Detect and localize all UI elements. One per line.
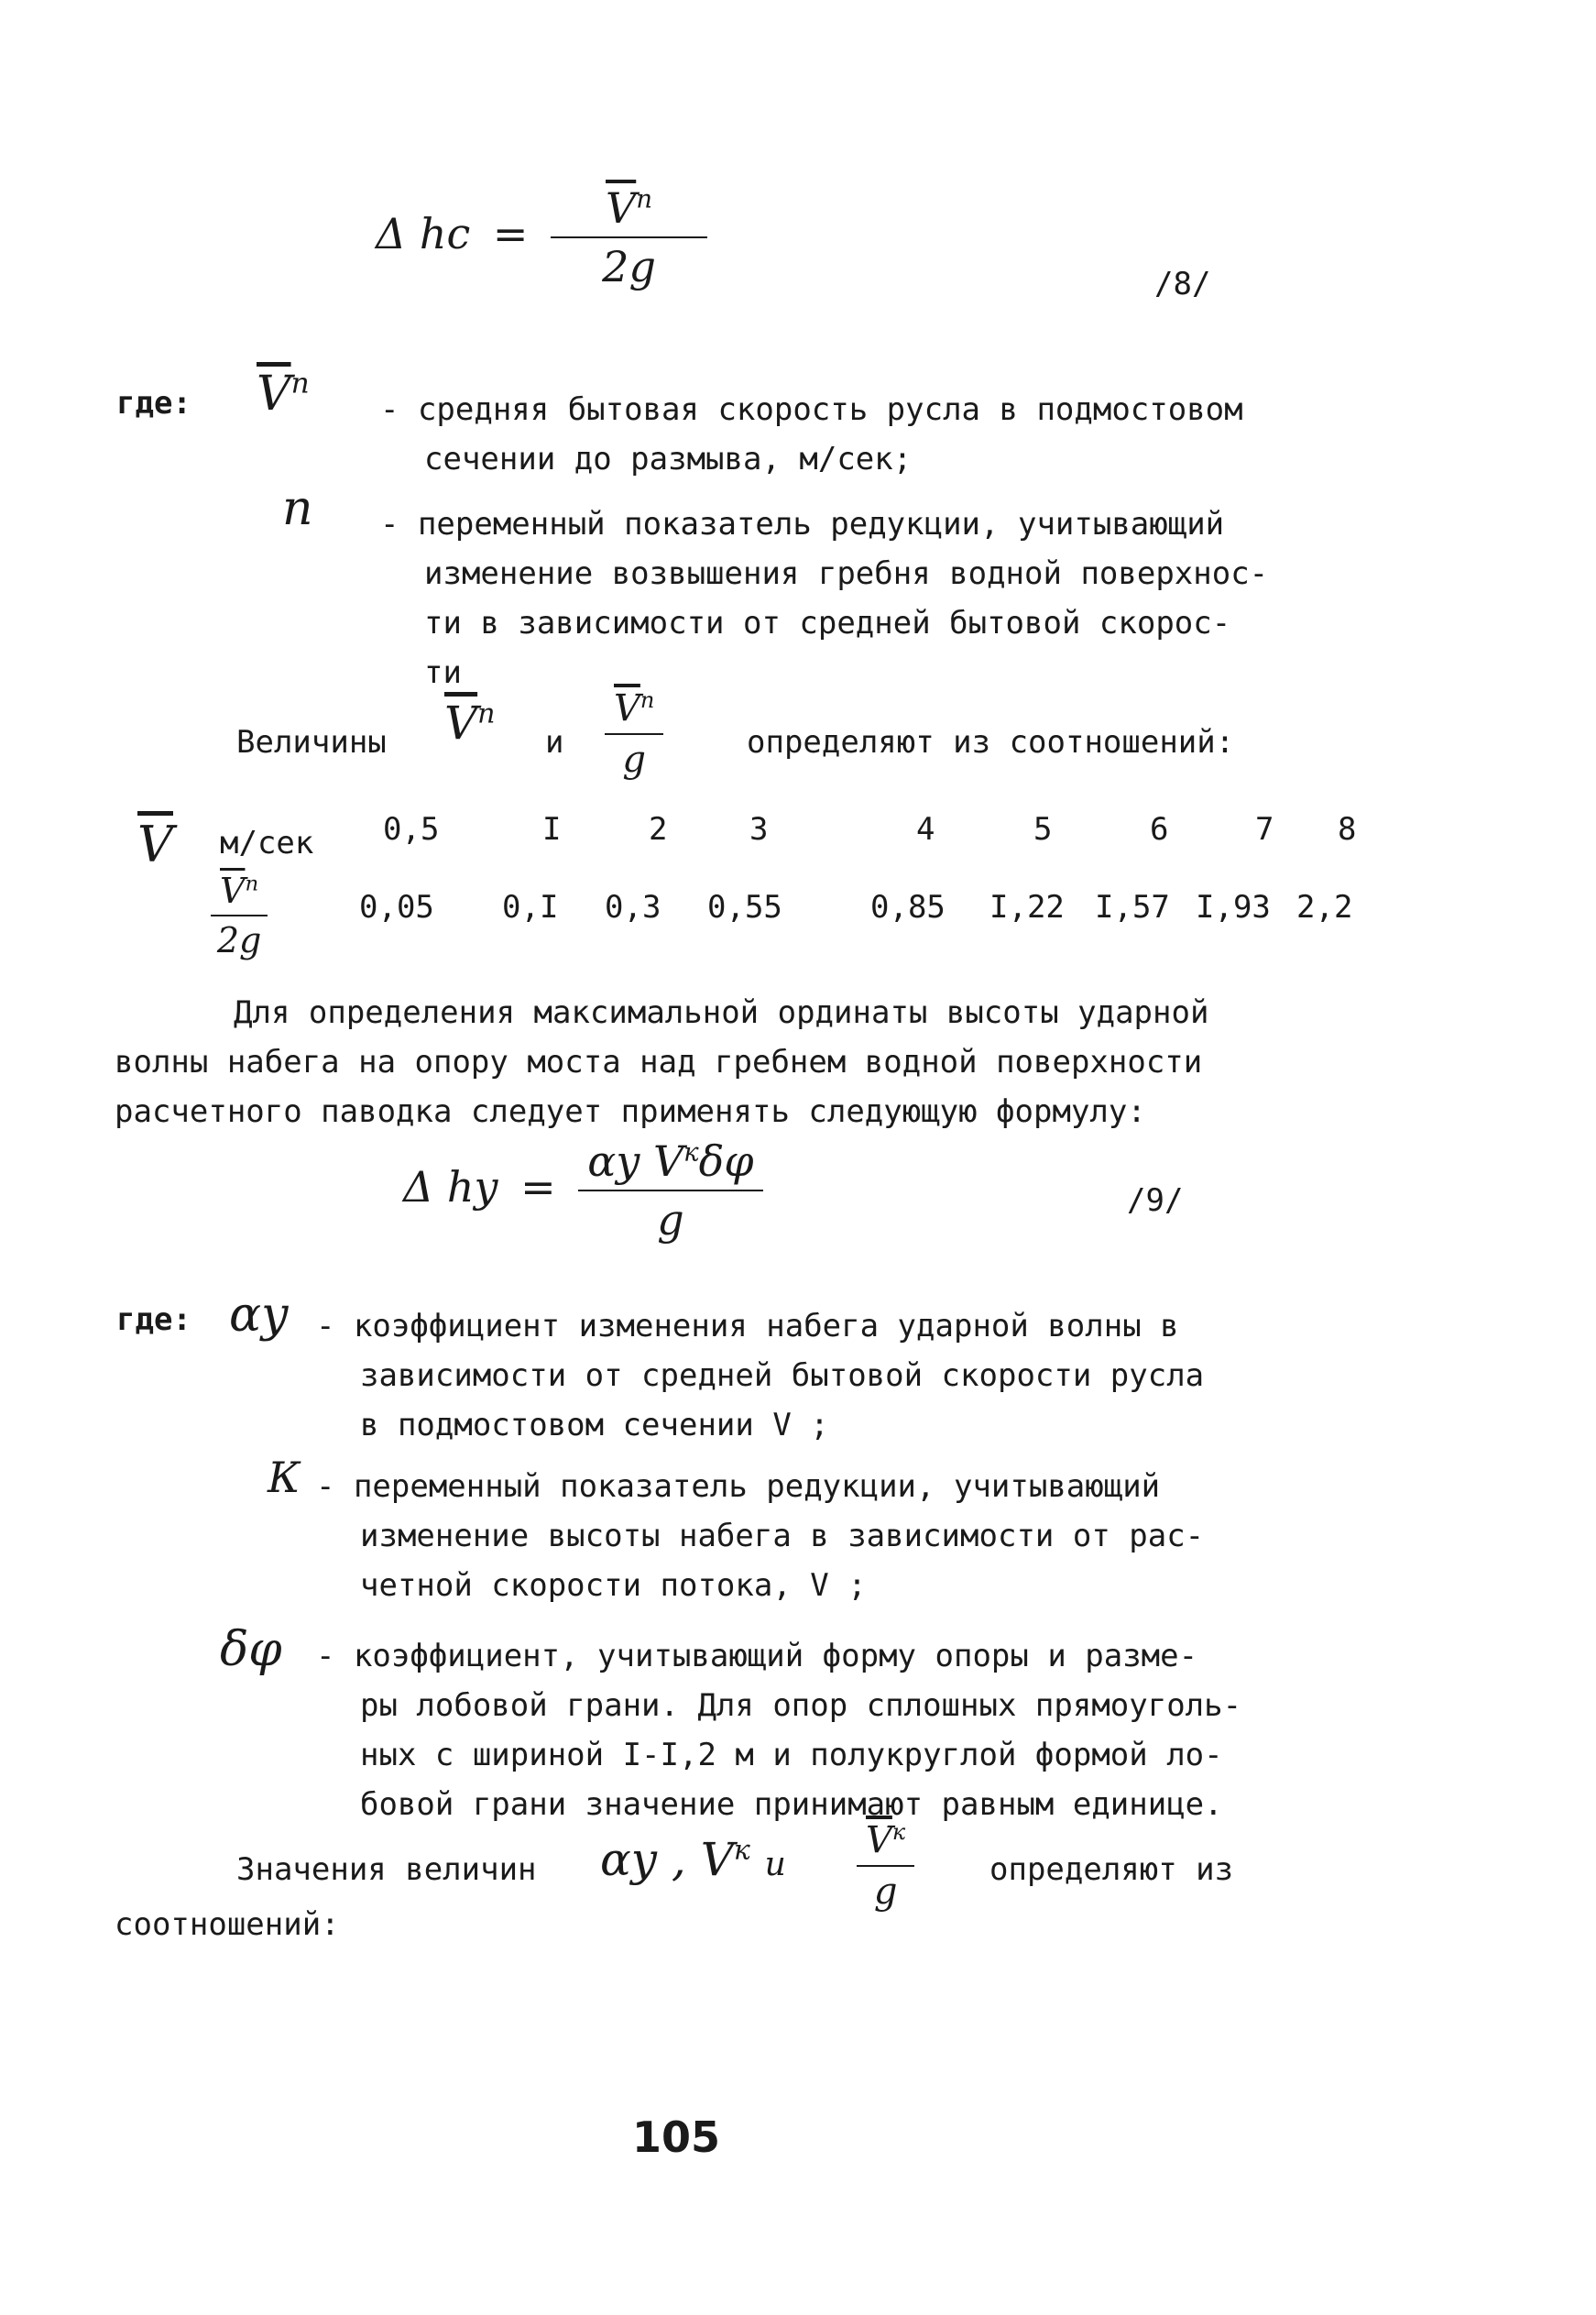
table-v-symbol-base: $\overline{V}$ <box>137 816 173 873</box>
closing-tail: определяют из <box>989 1851 1234 1888</box>
table-row2-symbol <box>211 871 268 960</box>
def1-symbol-v <box>257 367 310 422</box>
formula-9-number: /9/ <box>1127 1182 1184 1219</box>
def2-line: бовой грани значение принимают равным единице. <box>360 1786 1223 1823</box>
values-intro-tail: определяют из соотношений: <box>747 724 1235 761</box>
table-row1-v8: 8 <box>1338 811 1357 848</box>
table-v-symbol <box>137 816 173 873</box>
values-intro-lead: Величины <box>236 724 387 761</box>
formula-9-denominator: g <box>657 1195 684 1245</box>
closing-frac-den: g <box>873 1871 898 1914</box>
closing-and: и <box>764 1846 786 1883</box>
formula-9-fraction <box>578 1136 762 1245</box>
page-number: 105 <box>632 2112 721 2162</box>
def2-line: - переменный показатель редукции, учитывающий <box>316 1468 1161 1505</box>
formula-9 <box>403 1136 763 1245</box>
values-intro-and: и <box>545 724 564 761</box>
table-row1-v7: 7 <box>1255 811 1274 848</box>
def2-line: в подмостовом сечении V ; <box>360 1407 829 1443</box>
def1-line: ти <box>424 654 462 691</box>
paragraph-line: волны набега на опору моста над гребнем водной поверхности <box>115 1044 1203 1081</box>
values-intro-fraction <box>605 687 663 781</box>
formula-9-eq: = <box>520 1162 556 1212</box>
table-row1-v4: 4 <box>916 811 935 848</box>
table-row1-label: м/сек <box>220 825 314 861</box>
values-intro-frac-exp: n <box>639 687 655 713</box>
values-intro-v <box>444 697 495 750</box>
def1-line: изменение возвышения гребня водной поверхнос- <box>424 555 1269 592</box>
values-intro-frac-num: $\overline{V}$ <box>614 687 640 730</box>
formula-8-numerator: $\overline{V}$ <box>606 183 637 233</box>
paragraph-line: Для определения максимальной ординаты высоты ударной <box>234 994 1209 1031</box>
table-row1-v6: 6 <box>1150 811 1169 848</box>
def2-line: - коэффициент, учитывающий форму опоры и разме- <box>316 1638 1198 1674</box>
formula-9-numerator: αy V <box>587 1136 684 1186</box>
closing-line2: соотношений: <box>115 1906 340 1943</box>
def2-line: - коэффициент изменения набега ударной волны в <box>316 1308 1179 1344</box>
def2-line: ры лобовой грани. Для опор сплошных прямоуголь- <box>360 1687 1242 1724</box>
def1-symbol-v-exp: n <box>290 367 310 400</box>
closing-fraction <box>857 1819 914 1913</box>
def2-symbol-delta: δφ <box>220 1622 282 1677</box>
values-intro-v-exp: n <box>477 697 496 730</box>
closing-symbols <box>600 1833 786 1886</box>
def2-line: четной скорости потока, V ; <box>360 1567 867 1604</box>
def2-label: где: <box>116 1301 191 1338</box>
def1-line: сечении до размыва, м/сек; <box>424 441 913 477</box>
table-row2-v3: 0,55 <box>707 889 782 926</box>
closing-symbols-exp: к <box>733 1834 750 1867</box>
table-row2-v0: 0,05 <box>359 889 434 926</box>
def2-symbol-k: К <box>268 1453 301 1502</box>
def1-line: - переменный показатель редукции, учитывающий <box>380 506 1225 543</box>
def1-symbol-n: n <box>282 481 313 536</box>
closing-lead: Значения величин <box>236 1851 537 1888</box>
def2-line: зависимости от средней бытовой скорости русла <box>360 1357 1205 1394</box>
def2-text-2 <box>316 1462 1204 1610</box>
def2-symbol-alpha: αy <box>229 1288 289 1343</box>
table-row2-symbol-den: 2g <box>216 920 262 960</box>
def2-line: ных с шириной I-I,2 м и полукруглой формой ло- <box>360 1737 1223 1773</box>
formula-9-lhs: Δ hy <box>403 1162 498 1212</box>
table-row2-v1: 0,I <box>502 889 559 926</box>
def1-text-1 <box>380 385 1243 484</box>
def2-text-3 <box>316 1631 1241 1829</box>
table-row2-v8: 2,2 <box>1296 889 1353 926</box>
formula-9-numerator-tail: δφ <box>698 1136 754 1186</box>
table-row2-v2: 0,3 <box>605 889 661 926</box>
formula-8 <box>376 183 707 291</box>
table-row1-v5: 5 <box>1033 811 1053 848</box>
table-row1-v0: 0,5 <box>383 811 440 848</box>
formula-8-fraction <box>551 183 707 291</box>
table-row1-v1: I <box>542 811 562 848</box>
table-row2-v6: I,57 <box>1095 889 1170 926</box>
closing-frac-exp: к <box>891 1819 906 1845</box>
values-intro-v-base: $\overline{V}$ <box>444 697 478 750</box>
paragraph-line: расчетного паводка следует применять следующую формулу: <box>115 1093 1146 1130</box>
table-row1-v2: 2 <box>649 811 668 848</box>
formula-8-number: /8/ <box>1154 266 1211 302</box>
formula-8-lhs: Δ hc <box>376 209 471 258</box>
def2-line: изменение высоты набега в зависимости от рас- <box>360 1518 1205 1554</box>
def1-label: где: <box>116 385 191 422</box>
table-row2-v5: I,22 <box>989 889 1065 926</box>
formula-9-exponent: к <box>683 1136 699 1168</box>
def1-line: - средняя бытовая скорость русла в подмостовом <box>380 391 1243 428</box>
table-row2-v4: 0,85 <box>870 889 946 926</box>
formula-8-denominator: 2g <box>602 242 656 291</box>
def2-text-1 <box>316 1301 1204 1450</box>
def1-line: ти в зависимости от средней бытовой скорос- <box>424 605 1231 642</box>
table-row2-v7: I,93 <box>1196 889 1271 926</box>
def1-symbol-v-base: $\overline{V}$ <box>257 367 291 422</box>
paragraph <box>115 988 1208 1136</box>
table-row2-symbol-exp: n <box>245 872 259 896</box>
closing-symbols-text: αy , V <box>600 1833 734 1886</box>
table-row1-v3: 3 <box>749 811 769 848</box>
formula-8-exponent: n <box>636 183 653 214</box>
table-row2-symbol-num: $\overline{V}$ <box>220 871 246 911</box>
closing-frac-num: $\overline{V}$ <box>866 1819 892 1862</box>
def1-text-2 <box>380 499 1268 697</box>
values-intro-frac-den: g <box>622 739 646 782</box>
formula-8-eq: = <box>492 209 529 258</box>
